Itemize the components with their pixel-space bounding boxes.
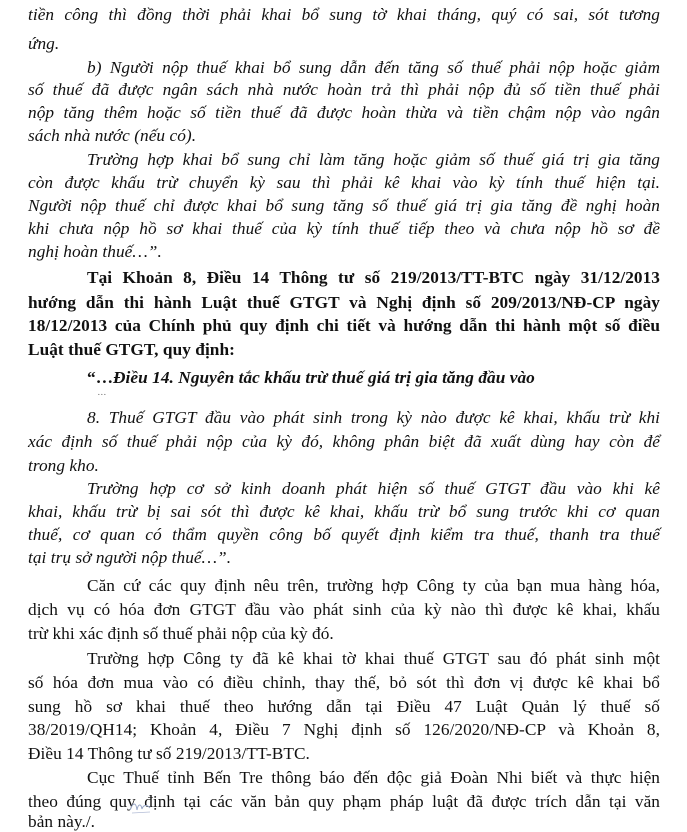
text-line: Luật thuế GTGT, quy định: <box>28 340 235 359</box>
text-line: hướng dẫn thi hành Luật thuế GTGT và Nghị định số 209/2013/NĐ-CP ngày <box>28 293 660 312</box>
text-line: b) Người nộp thuế khai bổ sung dẫn đến tăng số thuế phải nộp hoặc giảm <box>87 58 660 77</box>
text-line: khi chưa nộp hồ sơ khai thuế của kỳ tính thuế tiếp theo và chưa nộp hồ sơ đề <box>28 219 660 238</box>
text-line: 8. Thuế GTGT đầu vào phát sinh trong kỳ nào được kê khai, khấu trừ khi <box>87 408 660 427</box>
text-line: 18/12/2013 của Chính phủ quy định chi tiết và hướng dẫn thi hành một số điều <box>28 316 660 335</box>
ellipsis-mark: … <box>98 387 107 397</box>
text-line: Người nộp thuế chỉ được khai bổ sung tăng số thuế giá trị gia tăng đề nghị hoàn <box>28 196 660 215</box>
text-line: 38/2019/QH14; Khoản 4, Điều 7 Nghị định số 126/2020/NĐ-CP và Khoản 8, <box>28 720 660 739</box>
text-line: Điều 14 Thông tư số 219/2013/TT-BTC. <box>28 744 310 763</box>
text-line: sách nhà nước (nếu có). <box>28 126 197 145</box>
text-line: Tại Khoản 8, Điều 14 Thông tư số 219/2013/TT-BTC ngày 31/12/2013 <box>87 268 660 287</box>
text-line: trừ khi xác định số thuế phải nộp của kỳ đó. <box>28 624 334 643</box>
text-line: tiền công thì đồng thời phải khai bổ sung tờ khai tháng, quý có sai, sót tương <box>28 5 660 24</box>
text-line: còn được khấu trừ chuyển kỳ sau thì phải kê khai vào kỳ tính thuế hiện tại. <box>28 173 660 192</box>
text-line: xác định số thuế phải nộp của kỳ đó, không phân biệt đã xuất dùng hay còn để <box>28 432 660 451</box>
text-line: Trường hợp cơ sở kinh doanh phát hiện số thuế GTGT đầu vào khi kê <box>87 479 660 498</box>
text-line: số thuế đã được ngân sách nhà nước hoàn trả thì phải nộp đủ số tiền thuế phải <box>28 80 660 99</box>
article-title: Điều 14. Nguyên tắc khấu trừ thuế giá trị gia tăng đầu vào <box>113 368 535 387</box>
initials-mark <box>128 798 154 816</box>
text-line: khai, khấu trừ bị sai sót thì được kê khai, khấu trừ bổ sung trước khi cơ quan <box>28 502 660 521</box>
text-line: Cục Thuế tỉnh Bến Tre thông báo đến độc giả Đoàn Nhi biết và thực hiện <box>87 768 660 787</box>
text-line: Trường hợp Công ty đã kê khai tờ khai thuế GTGT sau đó phát sinh một <box>87 649 660 668</box>
text-line: sung hồ sơ khai thuế theo hướng dẫn tại Điều 47 Luật Quản lý thuế số <box>28 697 660 716</box>
article-quote-open <box>87 368 535 388</box>
text-line: theo đúng quy định tại các văn bản quy phạm pháp luật đã được trích dẫn tại văn <box>28 792 660 811</box>
text-line: Trường hợp khai bổ sung chỉ làm tăng hoặc giảm số thuế giá trị gia tăng <box>87 150 660 169</box>
text-line: ứng. <box>28 34 60 53</box>
text-line: trong kho. <box>28 456 99 475</box>
text-line: tại trụ sở người nộp thuế…”. <box>28 548 232 567</box>
text-line: bản này./. <box>28 812 96 831</box>
text-line: Căn cứ các quy định nêu trên, trường hợp Công ty của bạn mua hàng hóa, <box>87 576 660 595</box>
text-line: nghị hoàn thuế…”. <box>28 242 162 261</box>
text-line: thuế, cơ quan có thẩm quyền công bố quyết định kiểm tra thuế, thanh tra thuế <box>28 525 660 544</box>
quote-prefix: “… <box>87 368 114 387</box>
text-line: dịch vụ có hóa đơn GTGT đầu vào phát sinh của kỳ nào thì được kê khai, khấu <box>28 600 660 619</box>
text-line: số hóa đơn mua vào có điều chỉnh, thay thế, bỏ sót thì đơn vị được kê khai bổ <box>28 673 660 692</box>
text-line: nộp tăng thêm hoặc số tiền thuế đã được hoàn thừa và tiền chậm nộp vào ngân <box>28 103 660 122</box>
